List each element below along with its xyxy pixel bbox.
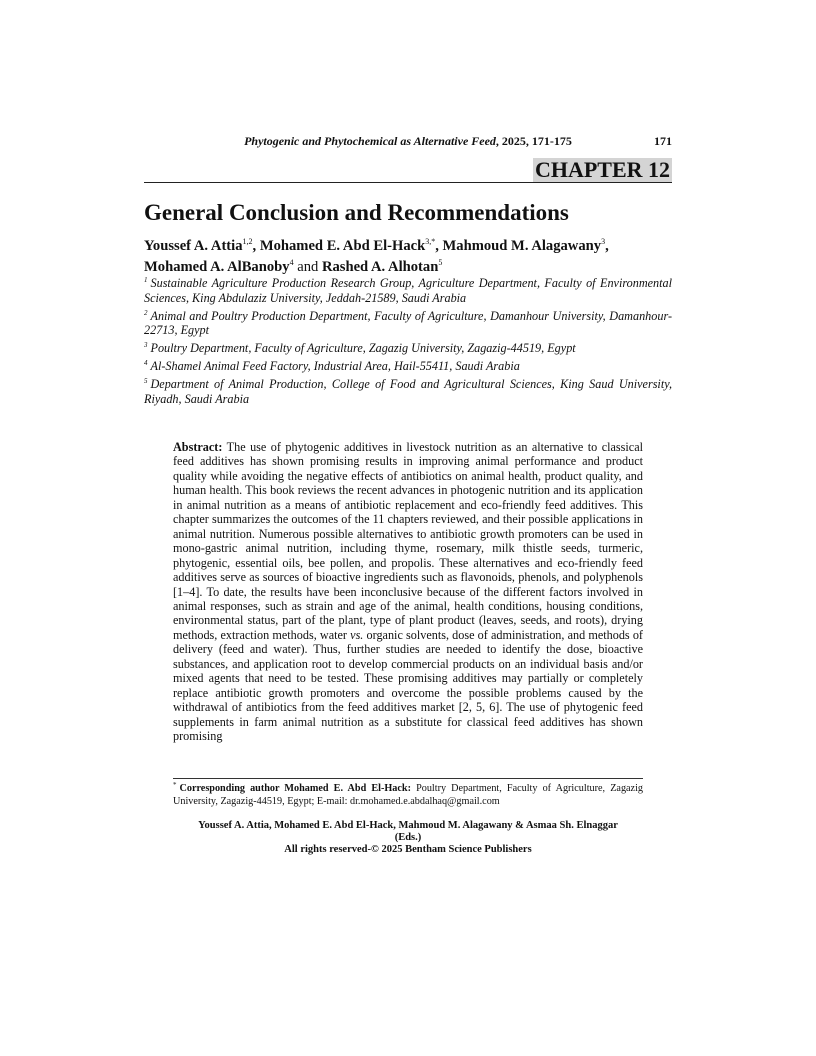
affiliation-text: Al-Shamel Animal Feed Factory, Industrial Area, Hail-55411, Saudi Arabia [150,359,520,373]
author-separator: and [293,259,322,275]
affiliation-number: 5 [144,377,148,385]
affiliation-number: 1 [144,276,148,284]
author-name: Mohamed E. Abd El-Hack [259,238,426,254]
affiliation-number: 4 [144,359,148,367]
running-head [144,134,672,150]
author-separator: , [605,238,609,254]
editors-eds: (Eds.) [394,832,422,843]
author-affiliation-mark: 3 [601,237,606,246]
abstract-text: The use of phytogenic additives in livestock nutrition as an alternative to classical feed additives has shown promising results in improving animal performance and product quality while avoiding the negative effects of antibiotics on animal health, product quality, and human health. This book reviews the recent advances in photogenic nutrition and its application in animal nutrition as a means of antibiotic replacement and eco-friendly feed additives. This chapter summarizes the outcomes of the 11 chapters reviewed, and their possible applications in animal nutrition. Numerous possible alternatives to antibiotic growth promoters can be used in mono-gastric animal nutrition, including thyme, rosemary, milk thistle seeds, turmeric, phytogenic, essential oils, bee pollen, and propolis. These alternatives and eco-friendly feed additives serve as sources of bioactive ingredients such as flavonoids, phenols, and polyphenols [1–4]. To date, the results have been inconclusive because of the different factors involved in animal responses, such as strain and age of the animal, health conditions, housing conditions, environmental status, part of the plant, type of plant product (leaves, seeds, and roots), drying methods, extraction methods, water [173,440,643,642]
journal-year-pages: , 2025, 171-175 [495,134,572,148]
author-affiliation-mark: 4 [289,258,294,267]
abstract-text-continued: organic solvents, dose of administration, and methods of delivery (feed and water). Thus, further studies are needed to identify the dose, bioactive substances, and application root to develop commercial products on an individual basis and/or mixed agents that need to be tested. These promising additives may partially or completely replace antibiotic growth promoters and overcome the possible problems caused by the withdrawal of antibiotics from the feed additives market [2, 5, 6]. The use of phytogenic feed supplements in farm animal nutrition as a substitute for classical feed additives has shown promising [173,627,643,744]
footnote-label: Corresponding author Mohamed E. Abd El-Hack: [179,783,411,794]
affiliation-text: Department of Animal Production, College of Food and Agricultural Sciences, King Saud University, Riyadh, Saudi Arabia [144,377,672,406]
affiliation-text: Animal and Poultry Production Department, Faculty of Agriculture, Damanhour University, Damanhour-22713, Egypt [144,308,672,337]
author-name: Mohamed A. AlBanoby [144,259,290,275]
affiliation-text: Sustainable Agriculture Production Research Group, Agriculture Department, Faculty of Environmental Sciences, King Abdulaziz University, Jeddah-21589, Saudi Arabia [144,276,672,305]
author-affiliation-mark: 5 [438,258,443,267]
author-list [144,236,672,278]
affiliation-item [144,377,672,406]
affiliation-number: 3 [144,341,148,349]
affiliation-list [144,276,672,410]
chapter-divider [144,182,672,183]
author-name: Rashed A. Alhotan [321,259,439,275]
page-number: 171 [654,134,672,148]
footnote-divider [173,778,643,779]
chapter-label: CHAPTER 12 [534,157,670,182]
affiliation-number: 2 [144,308,148,317]
chapter-title: General Conclusion and Recommendations [144,200,569,225]
abstract-vs: vs. [350,627,364,642]
copyright-line: All rights reserved-© 2025 Bentham Science Publishers [284,844,532,855]
abstract [173,440,643,744]
running-head-title [144,134,672,149]
affiliation-item [144,341,672,356]
affiliation-item [144,276,672,305]
editors-block [144,820,672,856]
author-separator: , [435,238,443,254]
footnote-text: Poultry Department, Faculty of Agriculture, Zagazig University, Zagazig-44519, Egypt; E-mail: dr.mohamed.e.abdalhaq@gmail.com [173,783,644,807]
author-separator: , [252,238,260,254]
author-name: Youssef A. Attia [144,238,243,254]
footnote-mark: * [173,781,177,789]
corresponding-author-footnote [173,782,643,808]
affiliation-item [144,359,672,374]
editors-names: Youssef A. Attia, Mohamed E. Abd El-Hack, Mahmoud M. Alagawany & Asmaa Sh. Elnaggar [198,820,618,831]
abstract-label: Abstract: [173,440,223,454]
affiliation-text: Poultry Department, Faculty of Agriculture, Zagazig University, Zagazig-44519, Egypt [150,341,576,355]
affiliation-item [144,309,672,338]
journal-title: Phytogenic and Phytochemical as Alternative Feed [244,134,496,148]
author-affiliation-mark: 1,2 [242,237,253,246]
author-name: Mahmoud M. Alagawany [442,238,602,254]
author-affiliation-mark: 3,* [425,237,436,246]
